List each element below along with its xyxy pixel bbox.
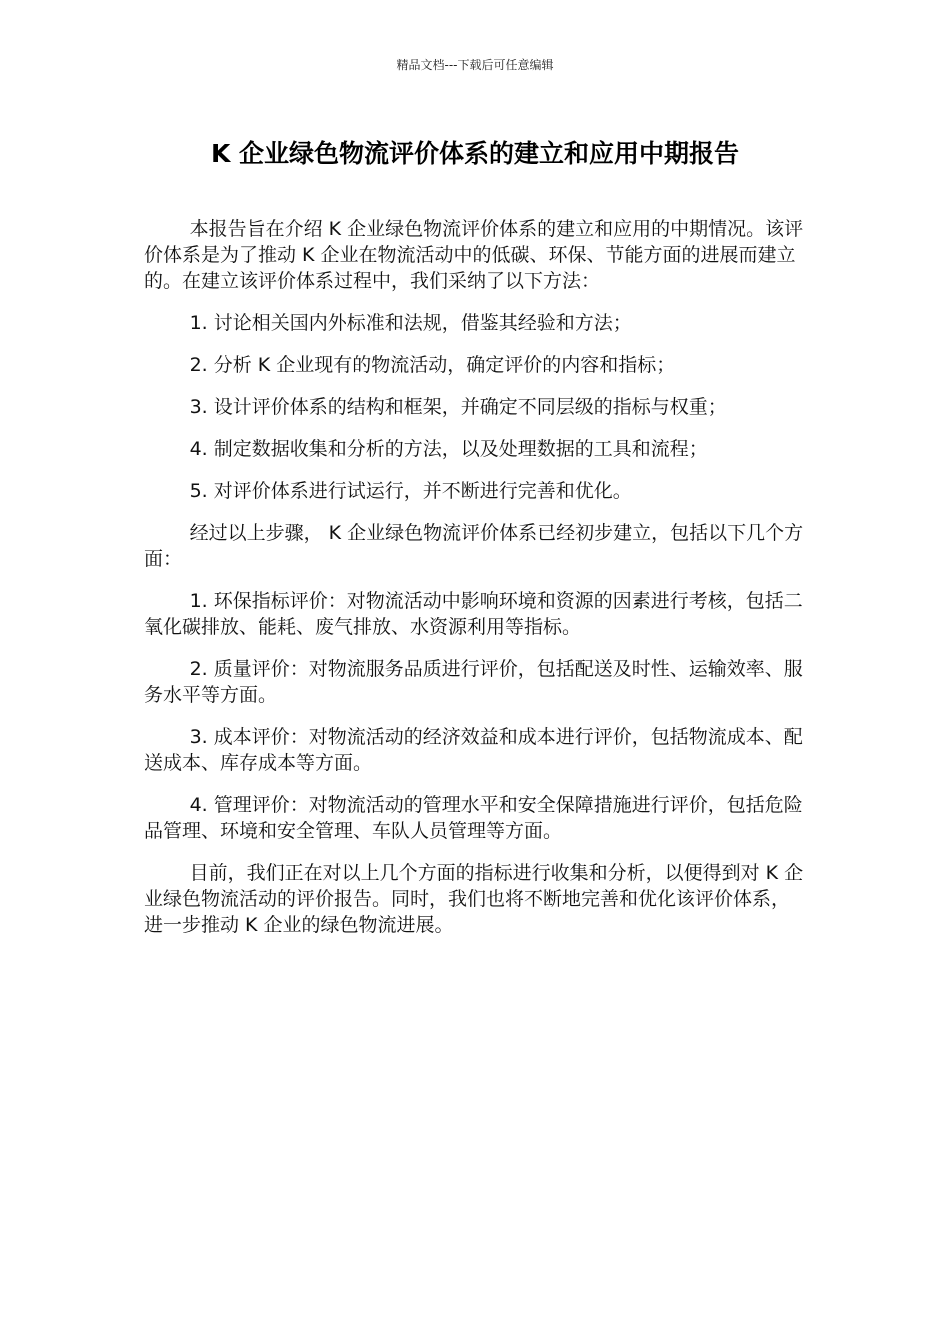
method-item-1: 1. 讨论相关国内外标准和法规，借鉴其经验和方法； [189, 312, 632, 334]
document-body [144, 216, 808, 938]
aspect-item-4: 4. 管理评价：对物流活动的管理水平和安全保障措施进行评价，包括危险品管理、环境和安全管理、车队人员管理等方面。 [144, 794, 803, 842]
header-note: 精品文档---下载后可任意编辑 [396, 58, 554, 72]
document-title: K 企业绿色物流评价体系的建立和应用中期报告 [210, 139, 740, 168]
method-item-2: 2. 分析 K 企业现有的物流活动，确定评价的内容和指标； [189, 354, 676, 376]
aspect-item-1: 1. 环保指标评价：对物流活动中影响环境和资源的因素进行考核，包括二氧化碳排放、能耗、废气排放、水资源利用等指标。 [144, 590, 803, 638]
method-item-5: 5. 对评价体系进行试运行，并不断进行完善和优化。 [189, 480, 632, 502]
paragraph-summary: 经过以上步骤， K 企业绿色物流评价体系已经初步建立，包括以下几个方面： [144, 522, 804, 570]
aspect-item-3: 3. 成本评价：对物流活动的经济效益和成本进行评价，包括物流成本、配送成本、库存成本等方面。 [144, 726, 803, 774]
method-item-3: 3. 设计评价体系的结构和框架，并确定不同层级的指标与权重； [189, 396, 727, 418]
method-item-4: 4. 制定数据收集和分析的方法，以及处理数据的工具和流程； [189, 438, 708, 460]
paragraph-conclusion: 目前，我们正在对以上几个方面的指标进行收集和分析，以便得到对 K 企业绿色物流活动的评价报告。同时，我们也将不断地完善和优化该评价体系，进一步推动 K 企业的绿色物流进展。 [144, 862, 804, 936]
aspect-item-2: 2. 质量评价：对物流服务品质进行评价，包括配送及时性、运输效率、服务水平等方面。 [144, 658, 803, 706]
paragraph-intro: 本报告旨在介绍 K 企业绿色物流评价体系的建立和应用的中期情况。该评价体系是为了推动 K 企业在物流活动中的低碳、环保、节能方面的进展而建立的。在建立该评价体系过程中，我们采纳了以下方法： [144, 218, 804, 292]
